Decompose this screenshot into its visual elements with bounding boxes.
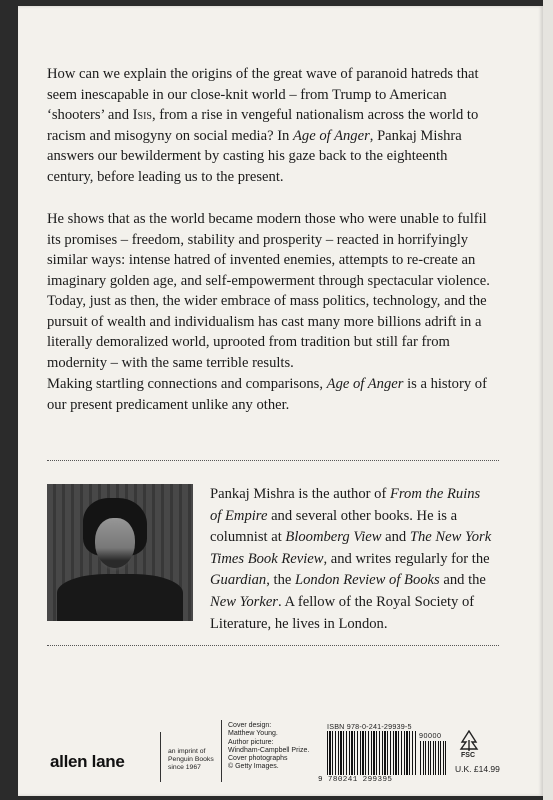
blurb-text: is a history of our present predicament unlike any other. (47, 376, 487, 413)
bio-text: and the (439, 572, 486, 589)
barcode-addon (420, 741, 448, 775)
book-title-italic: Age of Anger (293, 127, 370, 144)
credits-line: © Getty Images. (228, 763, 279, 771)
bio-italic: Bloomberg View (285, 529, 382, 546)
barcode-digits: 9 780241 299395 (318, 776, 393, 784)
author-photo-body (57, 574, 183, 621)
blurb-text: , from a rise in vengeful nationalism across the world to racism and misogyny on social media? In (47, 107, 479, 144)
credits-line: Windham-Campbell Prize. (228, 746, 310, 754)
imprint-note (168, 748, 220, 772)
credits-line: Matthew Young. (228, 730, 278, 738)
bio-italic: Guardian (210, 572, 267, 589)
author-photo (47, 484, 193, 621)
cover-edge (543, 0, 553, 800)
bio-text: and several other books. He is a columnist at (210, 507, 458, 546)
imprint-line: Penguin Books (168, 756, 214, 763)
blurb-paragraph-1 (47, 64, 492, 187)
author-bio (210, 484, 495, 635)
dotted-divider-bottom (47, 645, 499, 646)
credits-line: Author picture: (228, 738, 274, 746)
fsc-tree-icon (458, 730, 480, 752)
imprint-line: an imprint of (168, 748, 206, 755)
bio-italic: From the Ruins of Empire (210, 486, 481, 524)
bio-text: Pankaj Mishra is the author of (210, 486, 390, 502)
bio-italic: New Yorker (210, 593, 278, 610)
blurb-paragraph-2: He shows that as the world became modern those who were unable to fulfil its promises – freedom, stability and prosperity – reacted in horrifyingly similar ways: intense hatred of invented enemies, attempts to re-create an imaginary golden age, and self-empowerment through spectacular violence. Today, just as then, the wider embrace of mass politics, technology, and the pursuit of wealth and individualism has cast many more billions adrift in a literally demoralized world, uprooted from tradition but still far from modernity – with the same terrible results. (47, 211, 490, 371)
bio-text: , and writes regularly for the (323, 550, 490, 567)
bio-italic: The New York Times Book Review (210, 529, 492, 567)
blurb-text: How can we explain the origins of the great wave of paranoid hatreds that seem inescapable in our close-knit world – from Trump to American ‘shooters’ and (47, 66, 479, 123)
fsc-label: FSC (461, 752, 475, 759)
isbn-label: ISBN 978-0-241-29939-5 (327, 722, 412, 731)
cover-credits (228, 722, 328, 772)
barcode (327, 731, 416, 775)
book-title-italic: Age of Anger (326, 376, 404, 392)
blurb-paragraph-3 (47, 374, 492, 415)
bio-text: , the (266, 572, 295, 589)
credits-line: Cover design: (228, 722, 272, 729)
footer-separator (160, 732, 161, 782)
footer-separator (221, 720, 222, 782)
bio-text: . A fellow of the Royal Society of Literature, he lives in London. (210, 593, 475, 632)
price: U.K. £14.99 (455, 764, 500, 774)
blurb-text: Making startling connections and comparisons, (47, 376, 327, 392)
blurb-smallcaps: Isis (132, 107, 152, 123)
bio-text: and (381, 529, 410, 546)
blurb-text: , Pankaj Mishra answers our bewilderment by casting his gaze back to the eighteenth century, before leading us to the present. (47, 127, 462, 185)
bio-italic: London Review of Books (295, 572, 440, 589)
author-photo-face (95, 518, 135, 568)
credits-line: Cover photographs (228, 755, 288, 763)
barcode-addon-number: 90000 (419, 731, 442, 740)
publisher-logo: allen lane (50, 752, 125, 771)
imprint-line: since 1967 (168, 764, 201, 771)
dotted-divider-top (47, 460, 499, 461)
